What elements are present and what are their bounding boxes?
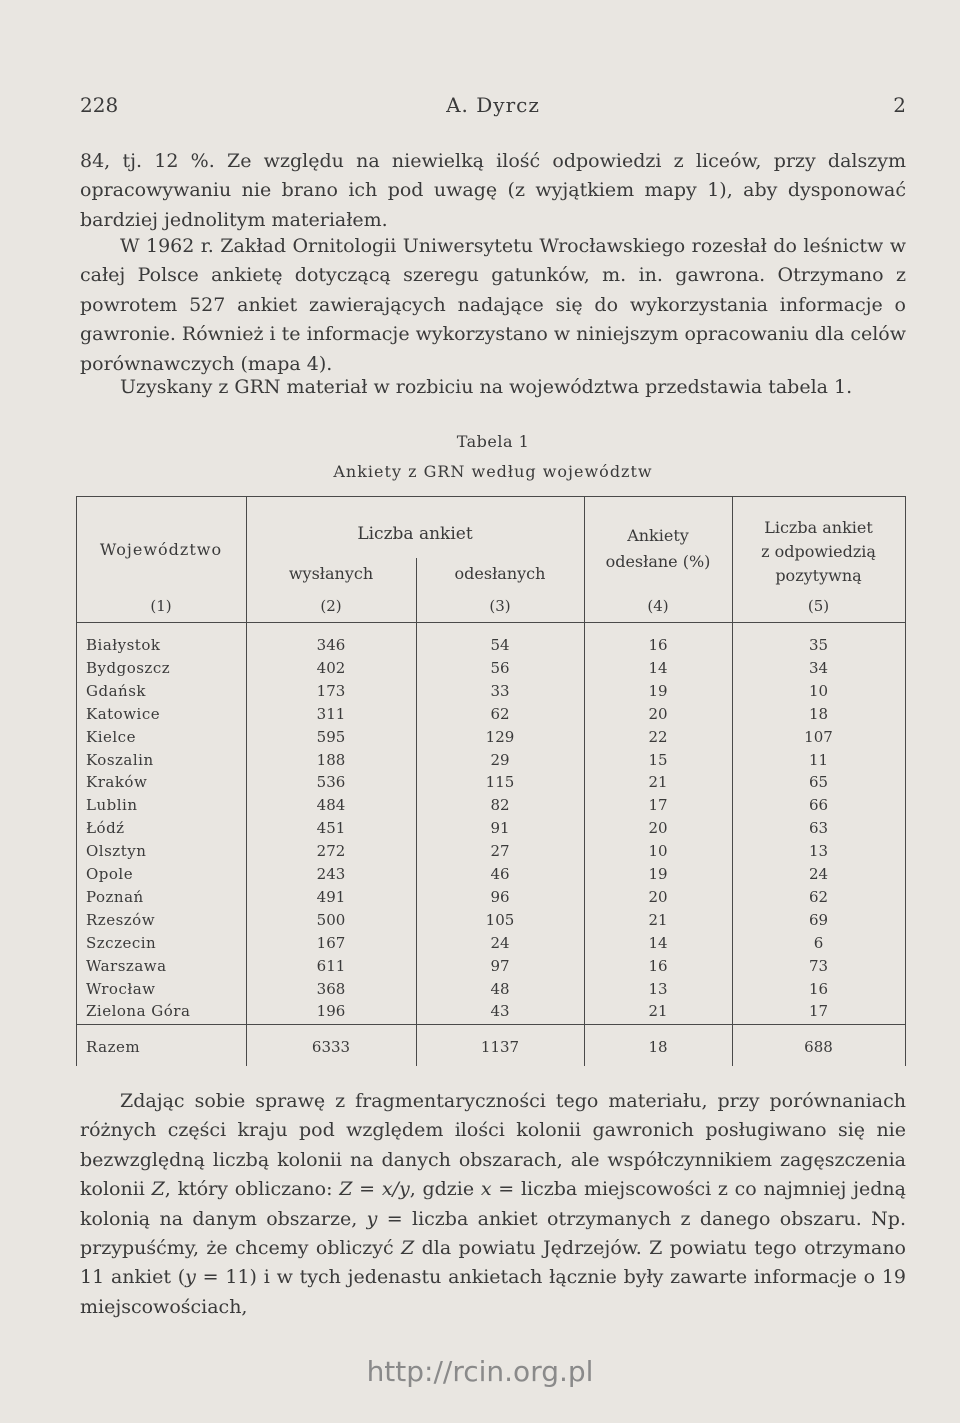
table-rule-total [76,1024,906,1025]
row-returned: 105 [485,910,515,929]
row-positive: 107 [804,727,833,746]
row-returned: 24 [490,933,510,952]
row-positive: 18 [808,704,829,723]
var-y: y [366,1207,378,1230]
total-returned: 1137 [480,1038,520,1056]
total-returned-pct: 18 [648,1038,668,1056]
paragraph-survey-text: W 1962 r. Zakład Ornitologii Uniwersytetu Wrocławskiego rozesłał do leśnictw w całej Polsce ankietę dotyczącą szeregu gatunków, m. in. gawrona. Otrzymano z powrotem 527 ankiet zawierających nadające się do wykorzystania informacje o gawronie. Również i te informacje wykorzystano w niniejszym opracowaniu dla celów porównawczych (mapa 4). [80,235,906,375]
row-returned: 97 [490,956,510,975]
header-num-2: (2) [320,597,342,615]
row-voivodeship: Szczecin [86,933,157,952]
row-voivodeship: Gdańsk [86,681,146,700]
issue-number: 2 [893,93,906,117]
row-returned: 48 [490,979,510,998]
row-positive: 16 [808,979,829,998]
row-returned-pct: 20 [648,704,668,723]
row-returned: 62 [490,704,510,723]
row-returned: 115 [485,773,515,792]
paragraph-table-intro [80,373,906,402]
paragraph-intro: 84, tj. 12 %. Ze względu na niewielką ilość odpowiedzi z liceów, przy dalszym opracowywaniu nie brano ich pod uwagę (z wyjątkiem mapy 1), aby dysponować bardziej jednolitym materiałem. [80,150,906,231]
row-returned-pct: 20 [648,887,668,906]
row-positive: 24 [808,865,829,883]
row-returned: 91 [490,819,510,838]
row-positive: 69 [808,910,829,929]
row-positive: 10 [808,681,829,700]
row-sent: 272 [316,842,346,861]
density-text-d: = liczba miejscowości z co najmniej jedną kolonią na danym obszarze, [80,1178,906,1230]
header-num-3: (3) [489,597,511,615]
row-positive: 13 [808,842,829,861]
total-sent: 6333 [311,1038,351,1056]
row-voivodeship: Łódź [86,819,125,838]
row-positive: 66 [808,796,829,815]
row-returned-pct: 21 [648,910,668,929]
table-title: Ankiety z GRN według województw [333,462,653,481]
row-returned-pct: 21 [648,1002,668,1021]
table-rule-right [905,496,906,1066]
density-text-c: , gdzie [409,1178,481,1201]
density-text-a: Zdając sobie sprawę z fragmentaryczności tego materiału, przy porównaniach różnych części kraju pod względem ilości kolonii gawronich posługiwano się nie bezwzględną liczbą kolonii na danych obszarach, ale współczynnikiem zagęszczenia kolonii [80,1090,906,1201]
table-rule-left [76,496,77,1066]
page-number: 228 [80,93,119,117]
row-sent: 484 [316,796,346,815]
watermark-url: http://rcin.org.pl [366,1355,594,1388]
row-voivodeship: Wrocław [86,979,156,998]
row-positive: 35 [808,636,829,654]
total-positive: 688 [804,1038,833,1056]
row-sent: 595 [316,727,346,746]
paragraph-survey [80,232,906,379]
row-positive: 73 [808,956,829,975]
row-returned-pct: 13 [648,979,668,998]
row-sent: 311 [316,704,346,723]
header-sent: wysłanych [288,564,374,583]
running-author: A. Dyrcz [446,93,540,117]
row-voivodeship: Kielce [86,727,136,746]
header-positive-2: z odpowiedzią [761,542,876,561]
header-num-4: (4) [647,597,669,615]
row-positive: 6 [813,933,824,952]
paragraph-density [80,1087,906,1322]
row-returned-pct: 16 [648,636,668,654]
row-sent: 188 [316,750,346,769]
row-voivodeship: Zielona Góra [86,1002,191,1021]
row-sent: 346 [316,636,346,654]
header-returned-pct-2: odesłane (%) [605,552,711,571]
density-text-b: , który obliczano: [164,1178,340,1201]
row-returned: 27 [490,842,510,861]
row-positive: 62 [808,887,829,906]
row-voivodeship: Rzeszów [86,910,156,929]
row-sent: 368 [316,979,346,998]
density-text-g: = 11) i w tych jedenastu ankietach łącznie były zawarte informacje o 19 miejscowościach, [80,1266,906,1318]
table-rule-header [76,622,906,623]
table-rule-top [76,496,906,497]
row-sent: 243 [316,865,346,883]
row-sent: 491 [316,887,346,906]
header-survey-count: Liczba ankiet [357,524,473,544]
header-positive-1: Liczba ankiet [764,518,873,537]
row-returned-pct: 15 [648,750,668,769]
row-voivodeship: Bydgoszcz [86,658,171,677]
row-sent: 173 [316,681,346,700]
row-voivodeship: Białystok [86,636,161,654]
header-num-1: (1) [150,597,172,615]
row-returned-pct: 14 [648,933,668,952]
header-returned: odesłanych [454,564,546,583]
row-positive: 34 [808,658,829,677]
row-returned: 82 [490,796,510,815]
row-sent: 536 [316,773,346,792]
header-positive-3: pozytywną [775,566,862,585]
row-returned: 54 [490,636,510,654]
row-returned-pct: 10 [648,842,668,861]
running-header [80,93,906,123]
row-sent: 167 [316,933,346,952]
header-num-5: (5) [807,597,830,615]
row-returned-pct: 17 [648,796,668,815]
row-sent: 500 [316,910,346,929]
formula: Z = x/y [339,1178,410,1201]
row-positive: 17 [808,1002,829,1021]
row-returned: 43 [490,1002,510,1021]
row-returned-pct: 19 [648,865,668,883]
density-text-f: dla powiatu Jędrzejów. Z powiatu tego otrzymano 11 ankiet ( [80,1237,907,1289]
row-sent: 196 [316,1002,346,1021]
data-table [76,496,906,1076]
row-returned-pct: 16 [648,956,668,975]
var-z-2: Z [401,1237,415,1260]
row-returned-pct: 22 [648,727,668,746]
var-y-2: y [185,1266,196,1289]
row-returned-pct: 20 [648,819,668,838]
row-returned: 96 [490,887,510,906]
row-voivodeship: Kraków [86,773,148,792]
row-returned: 46 [490,865,510,883]
row-returned: 56 [490,658,510,677]
row-returned: 29 [490,750,510,769]
row-voivodeship: Koszalin [86,750,154,769]
density-text-e: = liczba ankiet otrzymanych z danego obszaru. Np. przypuśćmy, że chcemy obliczyć [80,1207,906,1260]
row-positive: 11 [808,750,829,769]
row-returned-pct: 19 [648,681,668,700]
row-voivodeship: Poznań [86,887,144,906]
row-positive: 63 [808,819,829,838]
row-returned: 33 [490,681,510,700]
row-voivodeship: Warszawa [86,956,167,975]
header-returned-pct-1: Ankiety [627,526,689,545]
row-returned-pct: 21 [648,773,668,792]
row-sent: 611 [316,956,346,975]
row-returned-pct: 14 [648,658,668,677]
row-positive: 65 [808,773,829,792]
header-voivodeship: Województwo [99,540,223,559]
row-voivodeship: Katowice [86,704,161,723]
paragraph-table-intro-text: Uzyskany z GRN materiał w rozbiciu na województwa przedstawia tabela 1. [120,376,853,398]
total-label: Razem [86,1038,141,1056]
var-x: x [480,1178,492,1201]
row-sent: 402 [316,658,346,677]
var-z: Z [151,1178,165,1201]
row-voivodeship: Lublin [86,796,138,815]
row-voivodeship: Opole [86,865,134,883]
row-voivodeship: Olsztyn [86,842,147,861]
row-sent: 451 [316,819,346,838]
table-label: Tabela 1 [456,432,530,451]
row-returned: 129 [485,727,515,746]
